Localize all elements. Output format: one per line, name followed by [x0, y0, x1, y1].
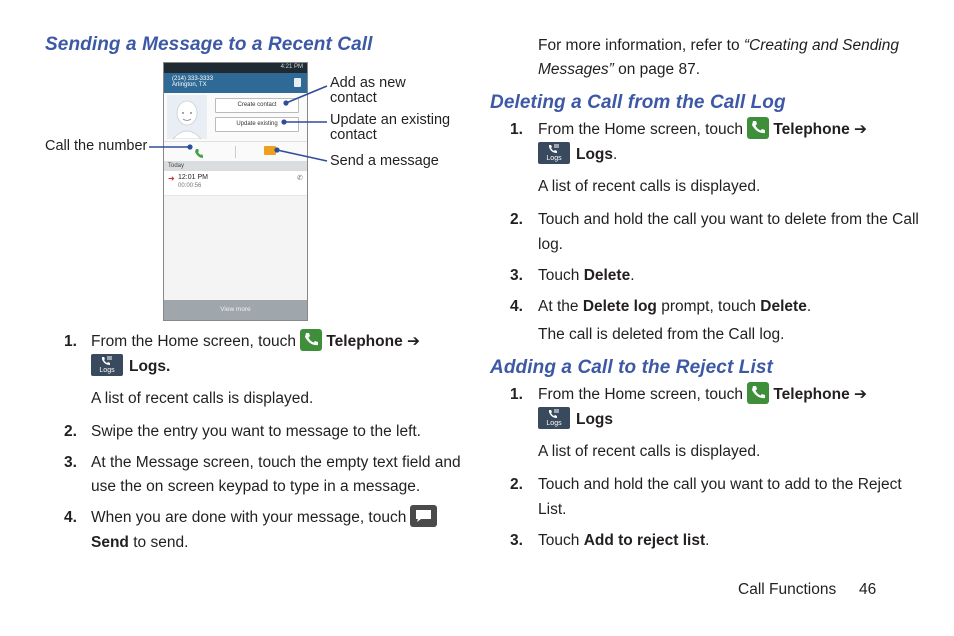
step-number: 1. — [510, 121, 523, 138]
call-time: 12:01 PM — [178, 174, 208, 181]
contact-header — [164, 73, 307, 93]
step-number: 4. — [510, 298, 523, 315]
callout-add-new-contact: Add as new contact — [330, 75, 406, 106]
delete-icon[interactable] — [294, 78, 301, 87]
action-divider — [235, 146, 236, 158]
step-text: When you are done with your message, touch — [91, 505, 437, 530]
step-note: The call is deleted from the Call log. — [538, 326, 785, 343]
logs-tab-icon: Logs — [538, 407, 570, 429]
step-number: 2. — [510, 211, 523, 228]
step-text: Swipe the entry you want to message to the left. — [91, 423, 421, 440]
step-text: Touch and hold the call you want to delete from the Call — [538, 211, 919, 228]
telephone-app-icon — [747, 382, 769, 404]
call-type-icon: ✆ — [297, 175, 303, 182]
step-text-logs: Logs Logs. — [91, 354, 170, 379]
message-icon[interactable] — [264, 146, 276, 155]
logs-tab-icon: Logs — [538, 142, 570, 164]
today-header: Today — [164, 161, 307, 171]
intro-text: Messages” on page 87. — [538, 61, 701, 78]
send-message-icon — [410, 505, 437, 527]
step-text-logs: Logs Logs. — [538, 142, 617, 167]
update-existing-button[interactable]: Update existing — [215, 117, 299, 132]
step-text: Send to send. — [91, 534, 189, 551]
logs-tab-icon: Logs — [91, 354, 123, 376]
phone-call-log-screenshot — [163, 62, 308, 321]
step-text: From the Home screen, touch Telephone ➔ — [538, 382, 867, 407]
step-text: Touch Add to reject list. — [538, 532, 710, 549]
page-number: 46 — [859, 581, 877, 598]
step-text: log. — [538, 236, 563, 253]
step-number: 2. — [510, 476, 523, 493]
status-time: 4:21 PM — [280, 64, 303, 70]
step-text: Touch and hold the call you want to add to the Reject — [538, 476, 902, 493]
section-heading-reject-list: Adding a Call to the Reject List — [490, 357, 773, 378]
step-text: use the on screen keypad to type in a message. — [91, 478, 421, 495]
telephone-app-icon — [300, 329, 322, 351]
step-text: Touch Delete. — [538, 267, 635, 284]
step-number: 2. — [64, 423, 77, 440]
caller-location: Arlington, TX — [172, 82, 207, 88]
step-number: 4. — [64, 509, 77, 526]
step-number: 3. — [510, 267, 523, 284]
call-duration: 00:00:56 — [178, 183, 202, 189]
step-text: From the Home screen, touch Telephone ➔ — [538, 117, 867, 142]
callout-call-number: Call the number — [45, 138, 148, 154]
missed-call-icon: ➜ — [168, 174, 175, 183]
step-number: 1. — [64, 333, 77, 350]
section-heading-send-message: Sending a Message to a Recent Call — [45, 34, 373, 55]
view-more-button[interactable]: View more — [164, 300, 307, 320]
create-contact-button[interactable]: Create contact — [215, 98, 299, 113]
telephone-app-icon — [747, 117, 769, 139]
step-text: At the Delete log prompt, touch Delete. — [538, 298, 812, 315]
caller-number: (214) 333-3333 — [172, 76, 214, 82]
footer-section-title: Call Functions — [738, 581, 837, 598]
step-note: A list of recent calls is displayed. — [538, 178, 761, 195]
step-text: List. — [538, 501, 567, 518]
step-text: At the Message screen, touch the empty text field and — [91, 454, 461, 471]
step-number: 3. — [510, 532, 523, 549]
step-number: 3. — [64, 454, 77, 471]
step-number: 1. — [510, 386, 523, 403]
status-bar — [164, 63, 307, 73]
step-note: A list of recent calls is displayed. — [91, 390, 314, 407]
step-text: From the Home screen, touch Telephone ➔ — [91, 329, 420, 354]
callout-update-existing: Update an existing contact — [330, 112, 451, 143]
intro-text: For more information, refer to “Creating and Sending — [538, 37, 899, 54]
step-note: A list of recent calls is displayed. — [538, 443, 761, 460]
callout-send-message: Send a message — [330, 153, 439, 169]
avatar — [167, 95, 207, 139]
step-text-logs: Logs Logs — [538, 407, 613, 432]
section-heading-delete-call: Deleting a Call from the Call Log — [490, 92, 786, 113]
call-log-entry[interactable] — [164, 171, 307, 196]
